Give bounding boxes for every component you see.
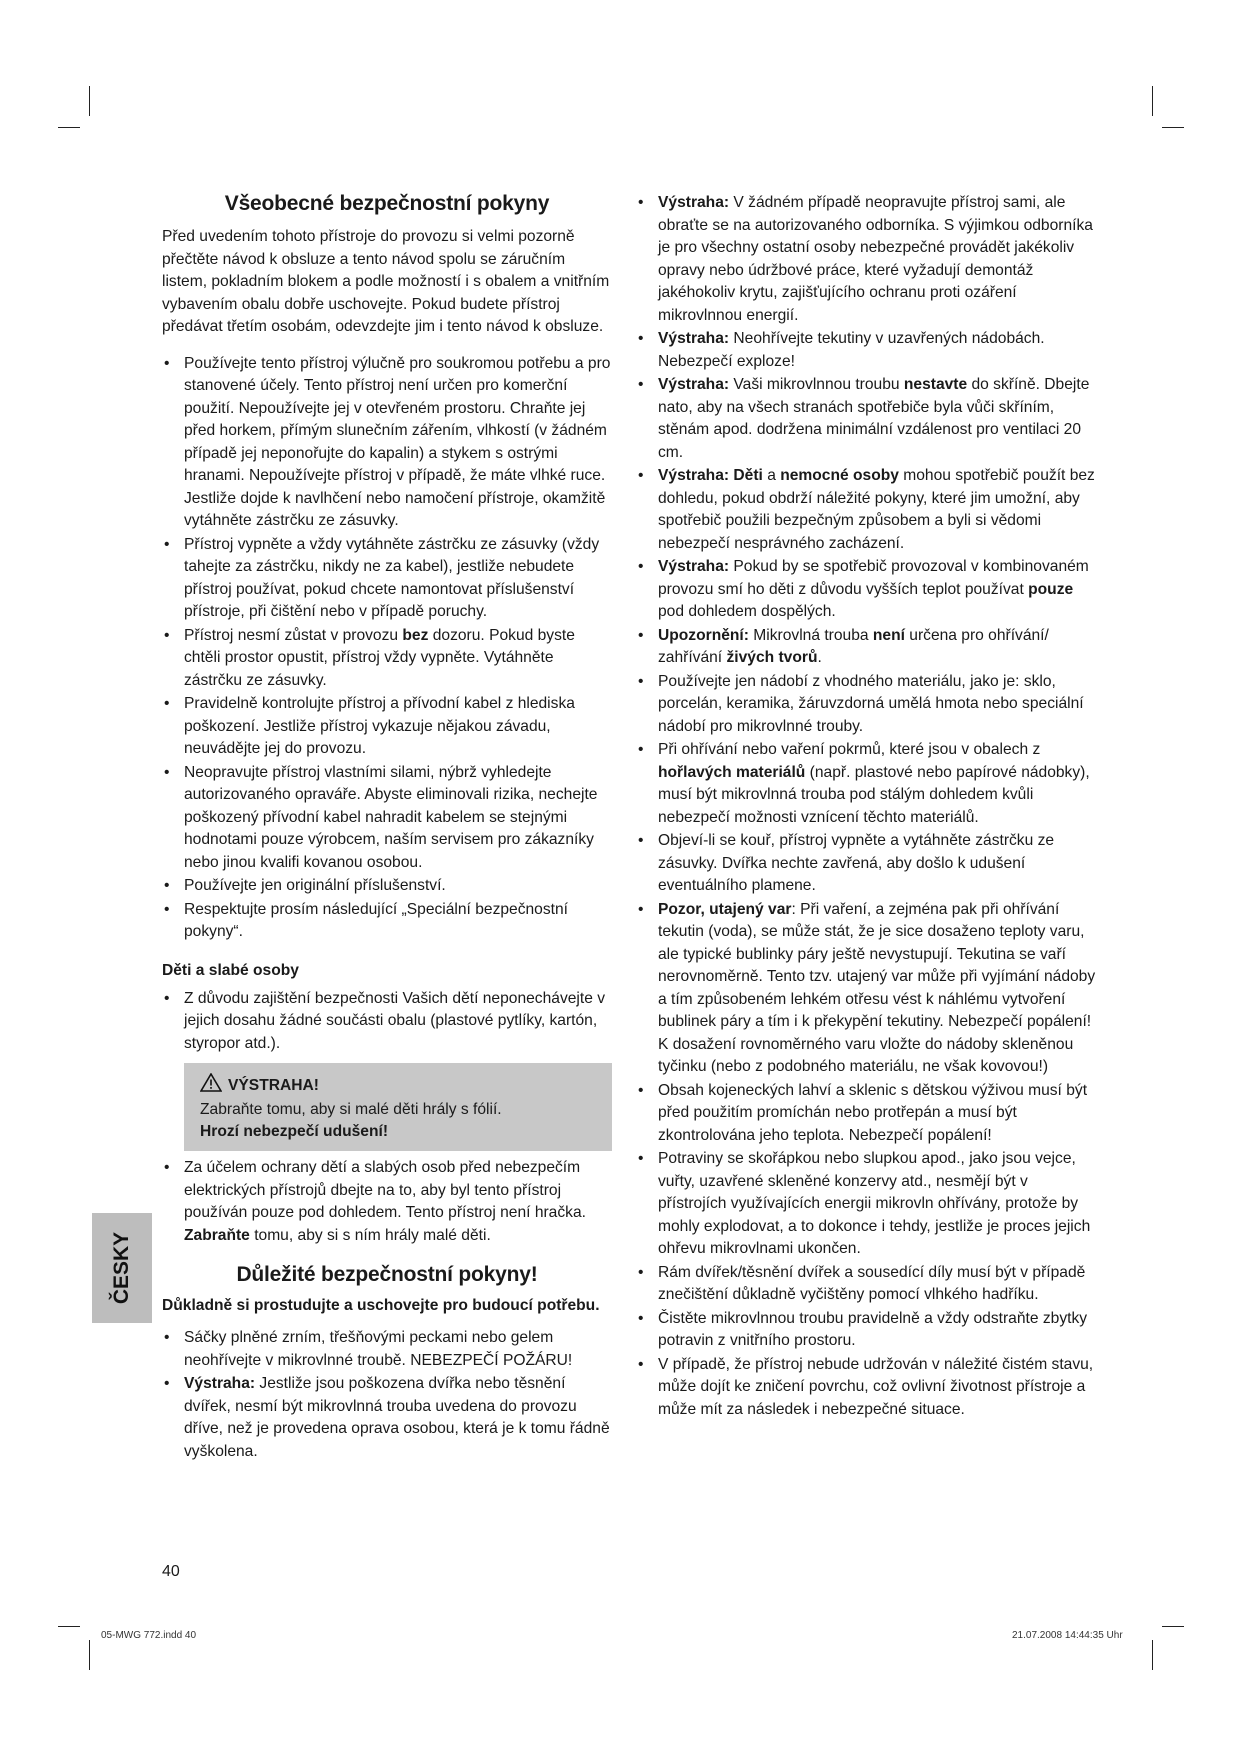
crop-mark bbox=[1162, 1626, 1184, 1627]
intro-paragraph: Před uvedením tohoto přístroje do provozu si velmi pozorně přečtěte návod k obsluze a tento návod spolu se záručním listem, pokladním blokem a podle možností i s obalem a vnitřním vybavením obalu dobře uschovejte. Pokud budete přístroj předávat třetím osobám, odevzdejte jim i tento návod k obsluze. bbox=[162, 228, 610, 335]
list-item: • V případě, že přístroj nebude udržován v náležité čistém stavu, může dojít ke zničení povrchu, což ovlivní životnost přístroje a může mít za následek i nebezpečné situace. bbox=[636, 1354, 1096, 1422]
warning-triangle-icon bbox=[200, 1073, 222, 1099]
list-item: • Sáčky plněné zrním, třešňovými peckami nebo gelem neohřívejte v mikrovlnné troubě. NEBEZPEČÍ POŽÁRU! bbox=[162, 1327, 612, 1372]
list-item: • Upozornění: Mikrovlná trouba není určena pro ohřívání/ zahřívání živých tvorů. bbox=[636, 625, 1096, 670]
left-column bbox=[162, 192, 612, 1464]
list-item: • Pozor, utajený var: Při vaření, a zejména pak při ohřívání tekutin (voda), se může stát, že je sice dosaženo teploty varu, ale typické bublinky páry ještě nevystupují. Tekutina se vaří nerovnoměrně. Tento tzv. utajený var může při vyjímání nádoby a tím způsobeném lehkém otřesu vést k náhlému vytvoření bublinek páry a tím i k překypění tekutiny. Nebezpečí popálení! K dosažení rovnoměrného varu vložte do nádoby skleněnou tyčinku (nebo z podobného materiálu, ne však kovovou!) bbox=[636, 899, 1096, 1079]
important-subtitle: Důkladně si prostudujte a uschovejte pro budoucí potřebu. bbox=[162, 1297, 600, 1314]
list-item: • Výstraha: V žádném případě neopravujte přístroj sami, ale obraťte se na autorizovaného odborníka. S výjimkou odborníka je pro všechny ostatní osoby nebezpečné provádět jakékoliv opravy nebo údržbové práce, které vyžadují demontáž jakéhokoliv krytu, zajišťujícího ochranu proti ozáření mikrovlnnou energií. bbox=[636, 192, 1096, 327]
list-item: • Čistěte mikrovlnnou troubu pravidelně a vždy odstraňte zbytky potravin z vnitřního prostoru. bbox=[636, 1308, 1096, 1353]
footer-timestamp: 21.07.2008 14:44:35 Uhr bbox=[1012, 1630, 1123, 1641]
children-list-2 bbox=[162, 1157, 612, 1247]
children-list bbox=[162, 988, 612, 1056]
warning-header bbox=[200, 1073, 598, 1099]
list-item: • Rám dvířek/těsnění dvířek a sousedící díly musí být v případě znečištění důkladně vyčištěny pomocí vlhkého hadříku. bbox=[636, 1262, 1096, 1307]
list-item: • Výstraha: Neohřívejte tekutiny v uzavřených nádobách. Nebezpečí exploze! bbox=[636, 328, 1096, 373]
list-item: • Výstraha: Vaši mikrovlnnou troubu nestavte do skříně. Dbejte nato, aby na všech stranách spotřebiče byla vůči skříním, stěnám apod. dodržena minimální vzdálenost pro ventilaci 20 cm. bbox=[636, 374, 1096, 464]
crop-mark bbox=[58, 127, 80, 128]
list-item: • Přístroj nesmí zůstat v provozu bez dozoru. Pokud byste chtěli prostor opustit, přístroj vždy vypněte. Vytáhněte zástrčku ze zásuvky. bbox=[162, 625, 612, 693]
language-tab bbox=[92, 1213, 152, 1323]
list-item: • Používejte jen nádobí z vhodného materiálu, jako je: sklo, porcelán, keramika, žáruvzdorná umělá hmota nebo speciální nádobí pro mikrovlnné trouby. bbox=[636, 671, 1096, 739]
list-item: • Pravidelně kontrolujte přístroj a přívodní kabel z hlediska poškození. Jestliže přístroj vykazuje nějakou závadu, neuvádějte jej do provozu. bbox=[162, 693, 612, 761]
section-title-general-safety: Všeobecné bezpečnostní pokyny bbox=[224, 192, 550, 215]
page-number: 40 bbox=[162, 1563, 180, 1580]
footer-file-info: 05-MWG 772.indd 40 bbox=[101, 1630, 197, 1641]
language-tab-label: ČESKY bbox=[110, 1231, 134, 1305]
crop-mark bbox=[1162, 127, 1184, 128]
crop-mark bbox=[1152, 86, 1153, 116]
list-item: • Při ohřívání nebo vaření pokrmů, které jsou v obalech z hořlavých materiálů (např. plastové nebo papírové nádobky), musí být mikrovlnná trouba pod stálým dohledem kvůli nebezpečí možnosti vznícení těchto materiálů. bbox=[636, 739, 1096, 829]
section-title-important: Důležité bezpečnostní pokyny! bbox=[236, 1263, 538, 1286]
list-item: • Výstraha: Pokud by se spotřebič provozoval v kombinovaném provozu smí ho děti z důvodu vyšších teplot používat pouze pod dohledem dospělých. bbox=[636, 556, 1096, 624]
list-item: • Potraviny se skořápkou nebo slupkou apod., jako jsou vejce, vuřty, uzavřené skleněné konzervy atd., nesmějí být v přístrojích využívajících energii mikrovln ohřívány, protože by mohly explodovat, a to dokonce i tehdy, jestliže je proces jejich ohřevu mikrovlnami ukončen. bbox=[636, 1148, 1096, 1261]
warnings-list bbox=[636, 192, 1096, 1421]
warning-hazard: Hrozí nebezpečí udušení! bbox=[200, 1123, 389, 1140]
warning-box bbox=[184, 1063, 612, 1151]
list-item: • Obsah kojeneckých lahví a sklenic s dětskou výživou musí být před použitím promíchán nebo protřepán a musí být zkontrolována jeho teplota. Nebezpečí popálení! bbox=[636, 1080, 1096, 1148]
important-list bbox=[162, 1327, 612, 1463]
list-item: • Objeví-li se kouř, přístroj vypněte a vytáhněte zástrčku ze zásuvky. Dvířka nechte zavřená, aby došlo k udušení eventuálního plamene. bbox=[636, 830, 1096, 898]
crop-mark bbox=[1152, 1640, 1153, 1670]
general-safety-list bbox=[162, 353, 612, 944]
list-item: • Respektujte prosím následující „Speciální bezpečnostní pokyny“. bbox=[162, 899, 612, 944]
list-item: • Používejte jen originální příslušenství. bbox=[162, 875, 612, 898]
list-item: • Za účelem ochrany dětí a slabých osob před nebezpečím elektrických přístrojů dbejte na to, aby byl tento přístroj používán pouze pod dohledem. Tento přístroj není hračka. Zabraňte tomu, aby si s ním hrály malé děti. bbox=[162, 1157, 612, 1247]
warning-text: Zabraňte tomu, aby si malé děti hrály s fólií. bbox=[200, 1101, 502, 1118]
list-item: • Výstraha: Děti a nemocné osoby mohou spotřebič použít bez dohledu, pokud obdrží náležité pokyny, které jim umožní, aby spotřebič použili bezpečným způsobem a byli si vědomi nebezpečí nesprávného zacházení. bbox=[636, 465, 1096, 555]
warning-title: VÝSTRAHA! bbox=[228, 1077, 319, 1094]
list-item: • Z důvodu zajištění bezpečnosti Vašich dětí neponechávejte v jejich dosahu žádné součásti obalu (plastové pytlíky, kartón, styropor atd.). bbox=[162, 988, 612, 1056]
crop-mark bbox=[89, 1640, 90, 1670]
list-item: • Neopravujte přístroj vlastními silami, nýbrž vyhledejte autorizovaného opraváře. Abyste eliminovali rizika, nechejte poškozený přívodní kabel nahradit kabelem se stejnými hodnotami pouze výrobcem, naším servisem pro zákazníky nebo jinou kvalifi kovanou osobou. bbox=[162, 762, 612, 875]
crop-mark bbox=[89, 86, 90, 116]
list-item: • Výstraha: Jestliže jsou poškozena dvířka nebo těsnění dvířek, nesmí být mikrovlnná trouba uvedena do provozu dříve, než je provedena oprava osobou, která je k tomu řádně vyškolena. bbox=[162, 1373, 612, 1463]
list-item: • Přístroj vypněte a vždy vytáhněte zástrčku ze zásuvky (vždy tahejte za zástrčku, nikdy ne za kabel), jestliže nebudete přístroj používat, pokud chcete namontovat příslušenství přístroje, při čištění nebo v případě poruchy. bbox=[162, 534, 612, 624]
right-column bbox=[636, 192, 1096, 1422]
list-item: • Používejte tento přístroj výlučně pro soukromou potřebu a pro stanovené účely. Tento přístroj není určen pro komerční použití. Nepoužívejte jej v otevřeném prostoru. Chraňte jej před horkem, přímým slunečním zářením, vlhkostí (v žádném případě jej neponořujte do kapalin) a stykem s ostrými hranami. Nepoužívejte přístroj v případě, že máte vlhké ruce. Jestliže dojde k navlhčení nebo namočení přístroje, okamžitě vytáhněte zástrčku ze zásuvky. bbox=[162, 353, 612, 533]
children-heading: Děti a slabé osoby bbox=[162, 961, 299, 979]
crop-mark bbox=[58, 1626, 80, 1627]
